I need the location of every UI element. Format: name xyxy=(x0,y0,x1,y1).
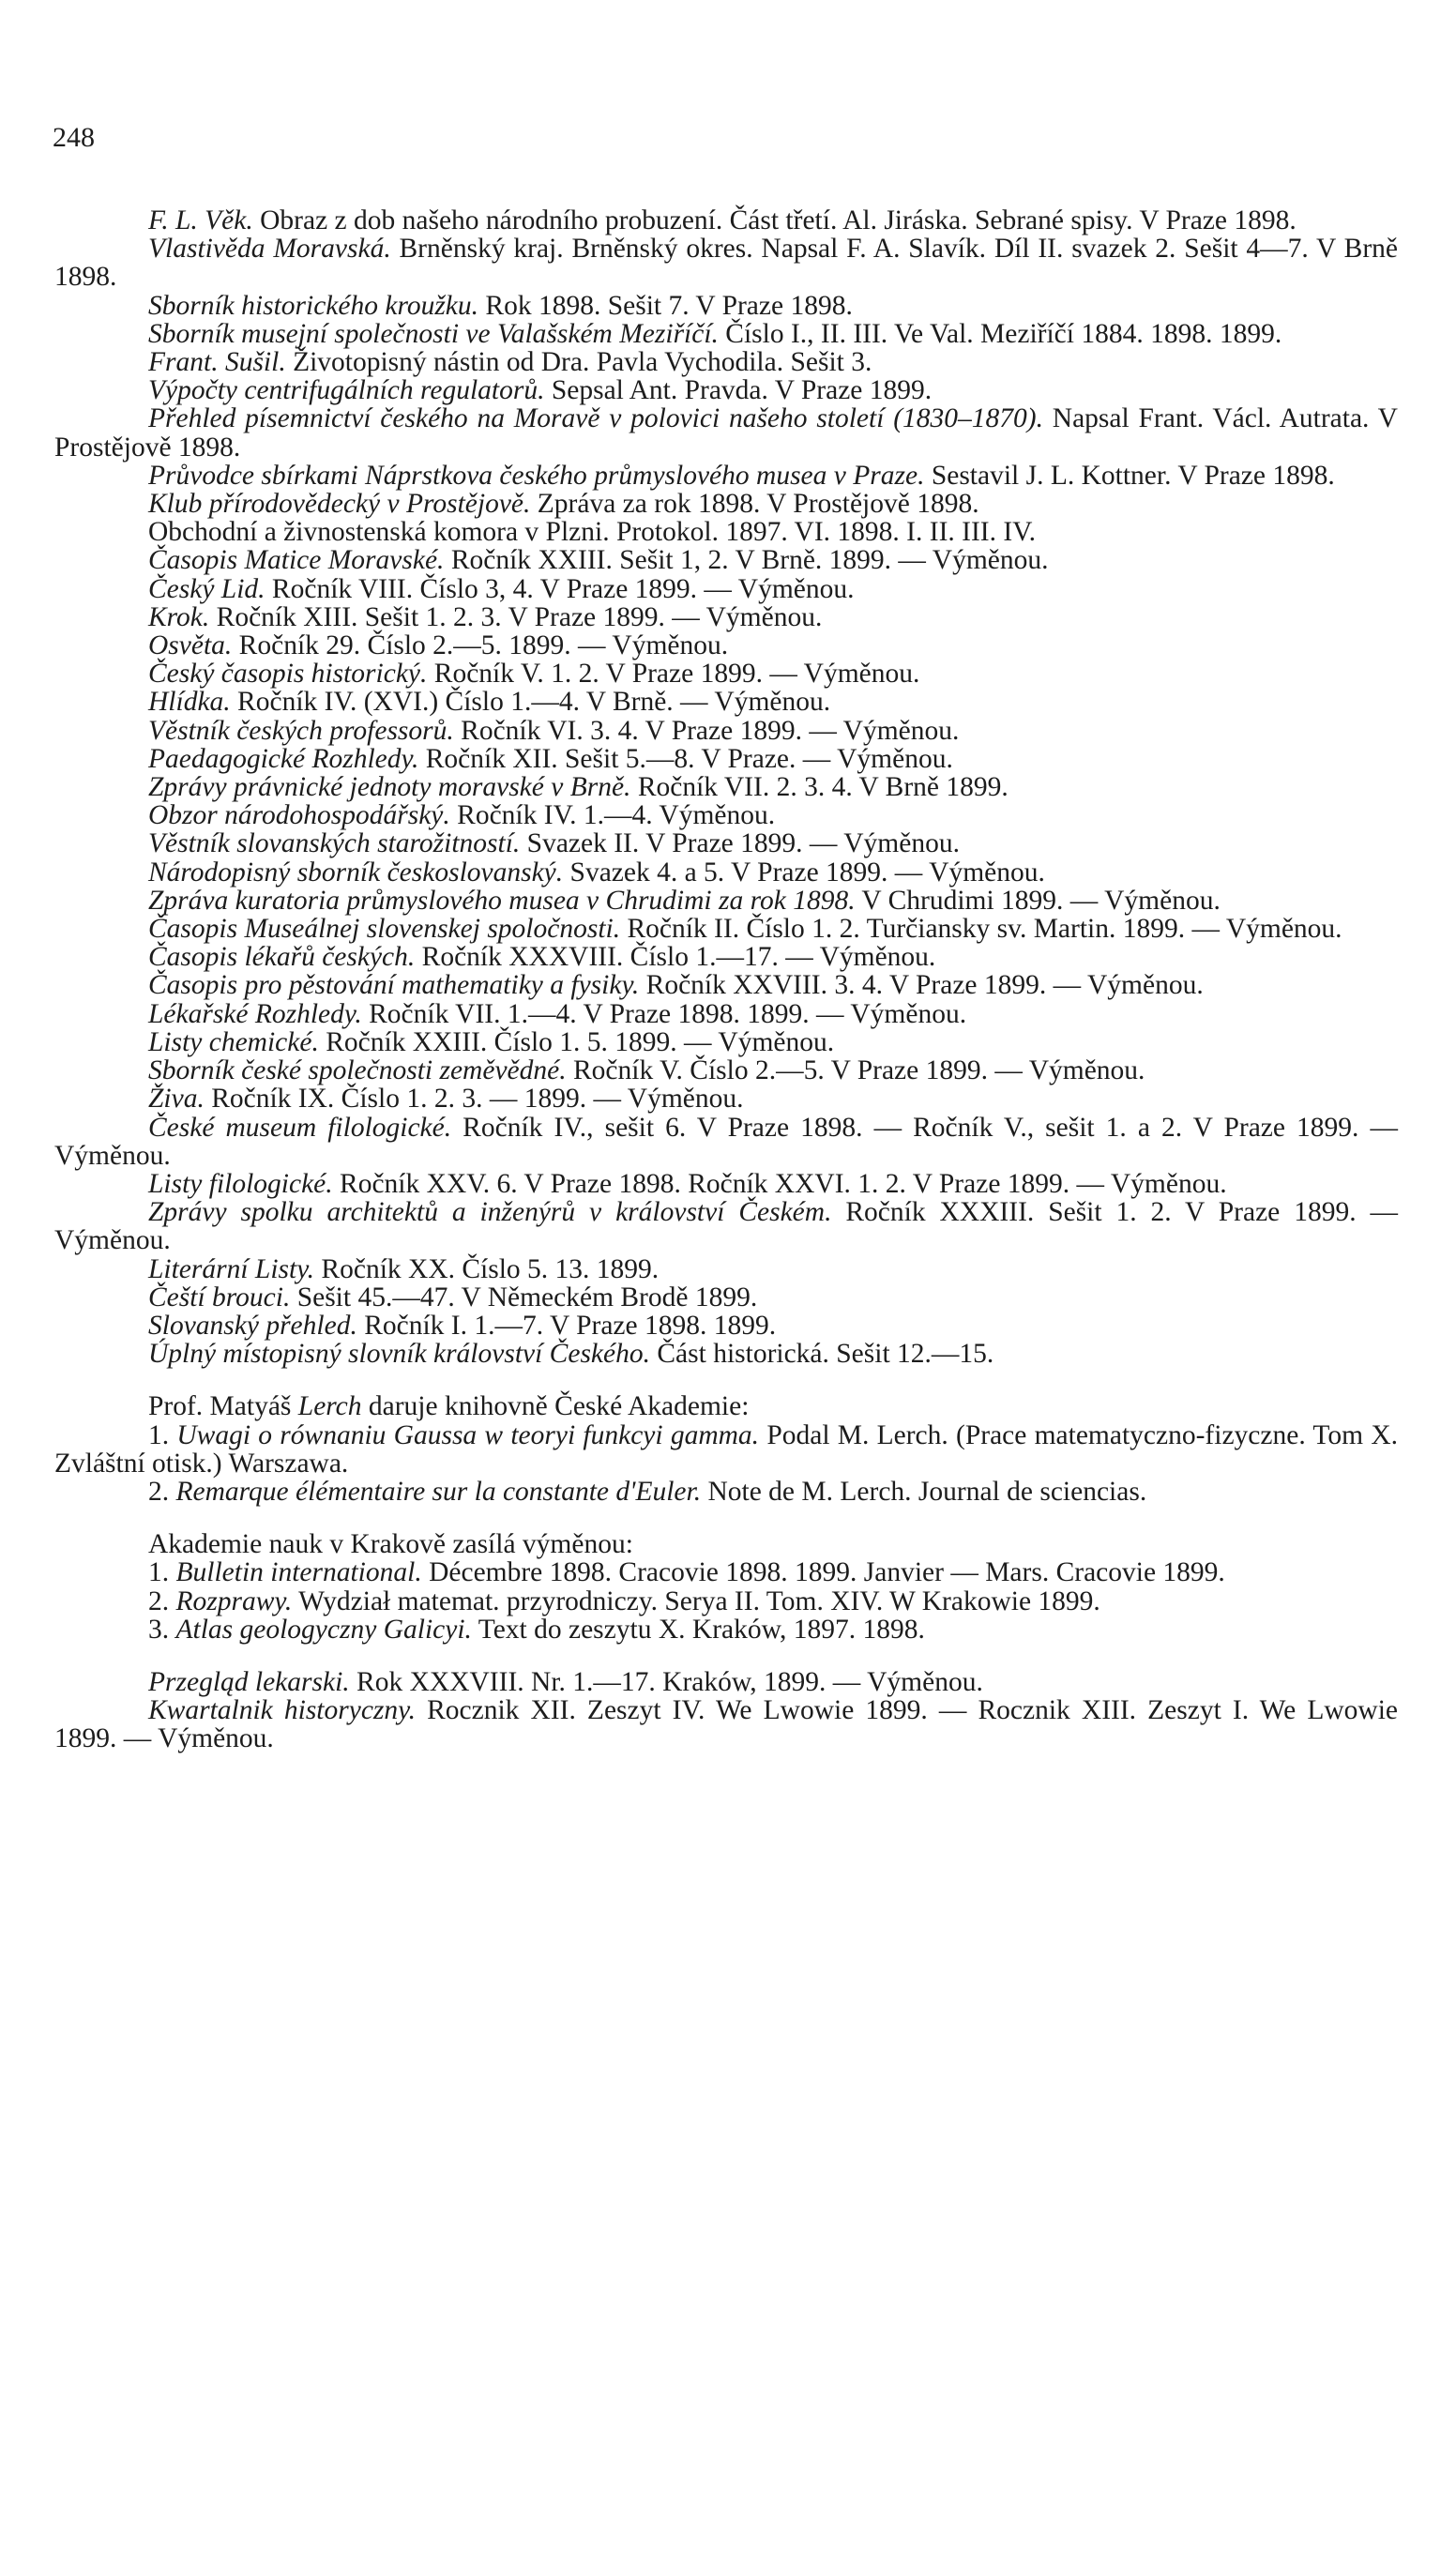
bibliography-entry xyxy=(54,915,1398,943)
akademie-items xyxy=(54,1558,1398,1644)
bibliography-entry xyxy=(54,829,1398,857)
entry-details: Ročník 29. Číslo 2.—5. 1899. — Výměnou. xyxy=(232,630,729,661)
entry-details: Ročník XXVIII. 3. 4. V Praze 1899. — Výměnou. xyxy=(639,970,1204,1001)
entry-title: Věstník českých professorů. xyxy=(148,715,454,746)
entry-title: Osvěta. xyxy=(148,630,233,661)
bibliography-entry xyxy=(54,773,1398,801)
entry-title: Zprávy právnické jednoty moravské v Brně. xyxy=(148,772,631,803)
entry-details: Zpráva za rok 1898. V Prostějově 1898. xyxy=(530,489,979,520)
entry-details: Podal M. Lerch. (Prace matematyczno-fizyczne. Tom X. Zvláštní otisk.) Warszawa. xyxy=(54,1419,1398,1479)
entry-title: Listy chemické. xyxy=(148,1026,319,1057)
entry-title: Zprávy spolku architektů a inženýrů v království Českém. xyxy=(148,1197,832,1228)
entry-details: Napsal Frant. Václ. Autrata. V Prostějově 1898. xyxy=(54,403,1398,463)
akademie-entry xyxy=(54,1587,1398,1616)
entry-title: Věstník slovanských starožitností. xyxy=(148,828,521,859)
entry-title: Časopis lékařů českých. xyxy=(148,942,416,973)
bibliography-entry xyxy=(54,1085,1398,1113)
entry-number: 2. xyxy=(148,1476,176,1507)
bibliography-entry xyxy=(54,1668,1398,1696)
bibliography-entry xyxy=(54,462,1398,490)
entry-details: Ročník XX. Číslo 5. 13. 1899. xyxy=(314,1253,660,1284)
bibliography-entry xyxy=(54,235,1398,291)
entry-title: Atlas geologyczny Galicyi. xyxy=(175,1614,472,1645)
entry-title: Časopis Museálnej slovenskej spoločnosti. xyxy=(148,914,621,945)
entry-details: Ročník I. 1.—7. V Praze 1898. 1899. xyxy=(356,1310,777,1341)
akademie-entry xyxy=(54,1558,1398,1586)
bibliography-entry xyxy=(54,206,1398,235)
bibliography-entry xyxy=(54,745,1398,773)
entry-details: Ročník XXV. 6. V Praze 1898. Ročník XXVI. 1. 2. V Praze 1899. — Výměnou. xyxy=(332,1168,1227,1199)
entry-details: Décembre 1898. Cracovie 1898. 1899. Janvier — Mars. Cracovie 1899. xyxy=(421,1557,1225,1588)
entry-details: Číslo I., II. III. Ve Val. Meziříčí 1884. 1898. 1899. xyxy=(718,318,1282,349)
entry-title: Frant. Sušil. xyxy=(148,347,286,378)
entry-details: Ročník XIII. Sešit 1. 2. 3. V Praze 1899. — Výměnou. xyxy=(209,601,823,632)
entry-details: Note de M. Lerch. Journal de sciencias. xyxy=(701,1476,1147,1507)
entry-details: Brněnský kraj. Brněnský okres. Napsal F. A. Slavík. Díl II. svazek 2. Sešit 4—7. V Brně 1898. xyxy=(54,234,1398,293)
bibliography-entry xyxy=(54,1283,1398,1312)
entry-number: 2. xyxy=(148,1585,176,1616)
bibliography-list-part1 xyxy=(54,206,1398,1368)
entry-title: Kwartalnik historyczny. xyxy=(148,1695,416,1726)
entry-details: Ročník XXXVIII. Číslo 1.—17. — Výměnou. xyxy=(415,942,936,973)
entry-details: Ročník VII. 2. 3. 4. V Brně 1899. xyxy=(630,772,1009,803)
bibliography-entry xyxy=(54,631,1398,660)
bibliography-entry xyxy=(54,490,1398,518)
entry-details: Svazek II. V Praze 1899. — Výměnou. xyxy=(520,828,960,859)
bibliography-entry xyxy=(54,348,1398,376)
entry-details: Wydział matemat. przyrodniczy. Serya II. Tom. XIV. W Krakowie 1899. xyxy=(292,1585,1100,1616)
bibliography-entry xyxy=(54,603,1398,631)
bibliography-entry xyxy=(54,688,1398,716)
section-gap xyxy=(54,1506,1398,1530)
page-number: 248 xyxy=(53,122,95,153)
entry-title: Český časopis historický. xyxy=(148,659,428,690)
bibliography-entry xyxy=(54,292,1398,320)
bibliography-entry xyxy=(54,1312,1398,1340)
entry-details: Ročník IX. Číslo 1. 2. 3. — 1899. — Výměnou. xyxy=(204,1084,744,1115)
entry-number: 3. xyxy=(148,1614,176,1645)
entry-title: Čeští brouci. xyxy=(148,1282,291,1312)
entry-details: Ročník XII. Sešit 5.—8. V Praze. — Výměnou. xyxy=(418,743,953,774)
entry-details: Obraz z dob našeho národního probuzení. Část třetí. Al. Jiráska. Sebrané spisy. V Praze 1898. xyxy=(252,205,1297,235)
lerch-section xyxy=(54,1392,1398,1506)
entry-title: Přehled písemnictví českého na Moravě v polovici našeho století (1830–1870). xyxy=(148,403,1043,434)
bibliography-entry xyxy=(54,943,1398,971)
entry-details: Sepsal Ant. Pravda. V Praze 1899. xyxy=(544,375,933,406)
entry-title: Vlastivěda Moravská. xyxy=(148,234,391,265)
bibliography-entry xyxy=(54,660,1398,688)
entry-title: Uwagi o równaniu Gaussa w teoryi funkcyi gamma. xyxy=(176,1419,760,1450)
entry-details: Část historická. Sešit 12.—15. xyxy=(650,1339,994,1370)
entry-title: Úplný místopisný slovník království Českého. xyxy=(148,1339,650,1370)
entry-details: Obchodní a živnostenská komora v Plzni. Protokol. 1897. VI. 1898. I. II. III. IV. xyxy=(148,517,1037,548)
entry-title: Český Lid. xyxy=(148,573,265,604)
entry-details: Ročník IV. (XVI.) Číslo 1.—4. V Brně. — Výměnou. xyxy=(230,687,831,718)
entry-details: Ročník XXIII. Sešit 1, 2. V Brně. 1899. — Výměnou. xyxy=(444,545,1049,576)
page-content xyxy=(54,206,1398,1753)
akademie-entry xyxy=(54,1616,1398,1644)
entry-title: F. L. Věk. xyxy=(148,205,253,235)
entry-details: Rok XXXVIII. Nr. 1.—17. Kraków, 1899. — Výměnou. xyxy=(349,1666,983,1697)
entry-title: Zpráva kuratoria průmyslového musea v Chrudimi za rok 1898. xyxy=(148,885,856,916)
entry-details: Svazek 4. a 5. V Praze 1899. — Výměnou. xyxy=(563,857,1045,888)
bibliography-entry xyxy=(54,717,1398,745)
entry-title: Sborník historického kroužku. xyxy=(148,290,479,321)
entry-title: Sborník musejní společnosti ve Valašském Meziříčí. xyxy=(148,318,719,349)
bibliography-entry xyxy=(54,887,1398,915)
entry-title: České museum filologické. xyxy=(148,1112,452,1143)
bibliography-entry xyxy=(54,546,1398,574)
bibliography-entry xyxy=(54,1028,1398,1056)
entry-title: Klub přírodovědecký v Prostějově. xyxy=(148,489,531,520)
bibliography-entry xyxy=(54,376,1398,404)
entry-title: Rozprawy. xyxy=(175,1585,293,1616)
bibliography-entry xyxy=(54,858,1398,887)
section-gap xyxy=(54,1644,1398,1668)
entry-details: Sestavil J. L. Kottner. V Praze 1898. xyxy=(924,460,1335,491)
entry-title: Průvodce sbírkami Náprstkova českého průmyslového musea v Praze. xyxy=(148,460,925,491)
bibliography-entry xyxy=(54,1198,1398,1254)
entry-details: Ročník VIII. Číslo 3, 4. V Praze 1899. — Výměnou. xyxy=(265,573,855,604)
entry-title: Remarque élémentaire sur la constante d'Euler. xyxy=(175,1476,702,1507)
entry-title: Výpočty centrifugálních regulatorů. xyxy=(148,375,545,406)
entry-title: Obzor národohospodářský. xyxy=(148,800,450,831)
akademie-section xyxy=(54,1530,1398,1644)
lerch-intro-after: daruje knihovně České Akademie: xyxy=(361,1391,750,1422)
entry-title: Bulletin international. xyxy=(175,1557,422,1588)
entry-details: Životopisný nástin od Dra. Pavla Vychodila. Sešit 3. xyxy=(285,347,872,378)
bibliography-entry xyxy=(54,1340,1398,1368)
entry-details: Sešit 45.—47. V Německém Brodě 1899. xyxy=(290,1282,758,1312)
bibliography-entry xyxy=(54,518,1398,546)
entry-title: Przegląd lekarski. xyxy=(148,1666,350,1697)
entry-details: Text do zeszytu X. Kraków, 1897. 1898. xyxy=(471,1614,925,1645)
entry-details: Ročník IV. 1.—4. Výměnou. xyxy=(449,800,776,831)
entry-title: Časopis Matice Moravské. xyxy=(148,545,445,576)
entry-title: Živa. xyxy=(148,1084,205,1115)
bibliography-entry xyxy=(54,1000,1398,1028)
entry-details: Rocznik XII. Zeszyt IV. We Lwowie 1899. — Rocznik XIII. Zeszyt I. We Lwowie 1899. — Výměnou. xyxy=(54,1695,1398,1754)
bibliography-entry xyxy=(54,801,1398,829)
lerch-intro-before: Prof. Matyáš xyxy=(148,1391,298,1422)
lerch-intro xyxy=(54,1392,1398,1420)
lerch-name: Lerch xyxy=(297,1391,362,1422)
lerch-items xyxy=(54,1421,1398,1507)
bibliography-entry xyxy=(54,1696,1398,1752)
entry-title: Literární Listy. xyxy=(148,1253,315,1284)
entry-details: Ročník VI. 3. 4. V Praze 1899. — Výměnou. xyxy=(453,715,960,746)
entry-title: Krok. xyxy=(148,601,210,632)
entry-details: Ročník V. 1. 2. V Praze 1899. — Výměnou. xyxy=(427,659,920,690)
akademie-intro: Akademie nauk v Krakově zasílá výměnou: xyxy=(148,1529,633,1560)
bibliography-entry xyxy=(54,1114,1398,1170)
bibliography-entry xyxy=(54,404,1398,461)
entry-title: Slovanský přehled. xyxy=(148,1310,357,1341)
entry-title: Národopisný sborník českoslovanský. xyxy=(148,857,564,888)
entry-title: Hlídka. xyxy=(148,687,231,718)
entry-number: 1. xyxy=(148,1419,177,1450)
entry-title: Lékařské Rozhledy. xyxy=(148,998,362,1029)
entry-details: Ročník XXXIII. Sešit 1. 2. V Praze 1899. — Výměnou. xyxy=(54,1197,1398,1256)
bibliography-entry xyxy=(54,1170,1398,1198)
entry-details: Ročník VII. 1.—4. V Praze 1898. 1899. — Výměnou. xyxy=(361,998,967,1029)
lerch-entry xyxy=(54,1421,1398,1478)
entry-details: Ročník V. Číslo 2.—5. V Praze 1899. — Výměnou. xyxy=(566,1055,1145,1086)
bibliography-entry xyxy=(54,971,1398,999)
bibliography-entry xyxy=(54,1255,1398,1283)
entry-title: Listy filologické. xyxy=(148,1168,333,1199)
entry-details: Ročník II. Číslo 1. 2. Turčiansky sv. Martin. 1899. — Výměnou. xyxy=(620,914,1342,945)
bibliography-entry xyxy=(54,575,1398,603)
entry-title: Časopis pro pěstování mathematiky a fysiky. xyxy=(148,970,640,1001)
entry-title: Paedagogické Rozhledy. xyxy=(148,743,419,774)
entry-title: Sborník české společnosti zeměvědné. xyxy=(148,1055,567,1086)
section-gap xyxy=(54,1368,1398,1392)
entry-details: V Chrudimi 1899. — Výměnou. xyxy=(855,885,1221,916)
entry-details: Rok 1898. Sešit 7. V Praze 1898. xyxy=(478,290,853,321)
bibliography-entry xyxy=(54,320,1398,348)
entry-details: Ročník XXIII. Číslo 1. 5. 1899. — Výměnou. xyxy=(318,1026,835,1057)
bibliography-list-part2 xyxy=(54,1668,1398,1753)
bibliography-entry xyxy=(54,1056,1398,1085)
lerch-entry xyxy=(54,1478,1398,1506)
entry-number: 1. xyxy=(148,1557,176,1588)
entry-details: Ročník IV., sešit 6. V Praze 1898. — Ročník V., sešit 1. a 2. V Praze 1899. — Výměnou. xyxy=(54,1112,1398,1171)
